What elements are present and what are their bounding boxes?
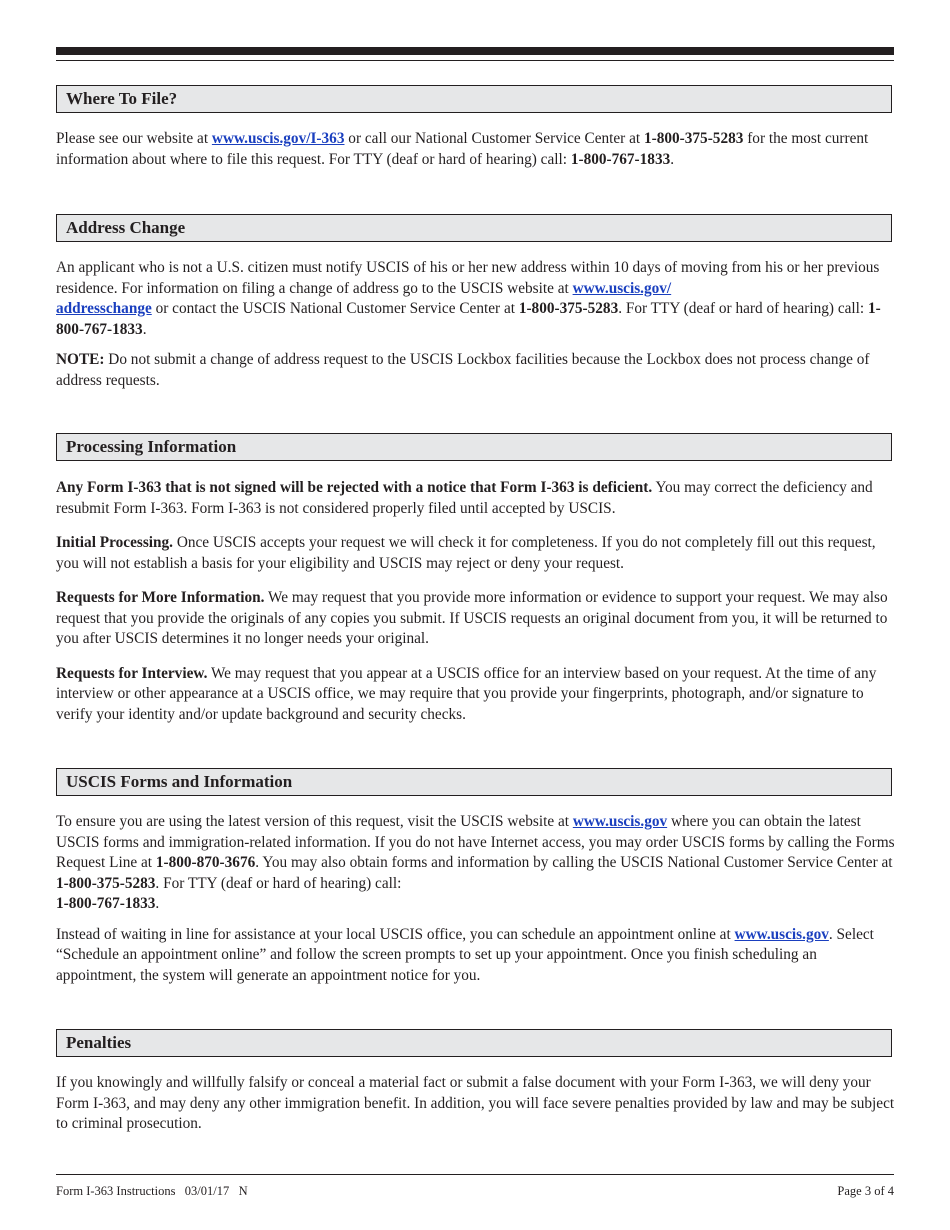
- text: .: [155, 895, 160, 912]
- section-title: Address Change: [66, 218, 186, 237]
- where-to-file-body: [56, 129, 896, 170]
- text: You may correct the deficiency and resubmit Form I-363. Form I-363 is not considered properly filed until accepted by USCIS.: [56, 479, 873, 517]
- section-title: Processing Information: [66, 437, 237, 456]
- footer-rule: [56, 1174, 894, 1175]
- text: An applicant who is not a U.S. citizen must notify USCIS of his or her new address within 10 days of moving from his or her previous residence. For information on filing a change of address go to the USCIS website at: [56, 259, 880, 297]
- section-title: Where To File?: [66, 89, 178, 108]
- text: for the most current information about where to file this request. For TTY (deaf or hard of hearing) call:: [56, 130, 869, 168]
- form-identifier: Form I-363 Instructions 03/01/17 N: [56, 1184, 248, 1198]
- phone-number: 1-800-375-5283: [518, 300, 619, 317]
- penalties-paragraph: If you knowingly and willfully falsify or conceal a material fact or submit a false document with your Form I-363, we will deny your Form I-363, and may deny any other immigration benefit. In addition, you will face severe penalties provided by law and may be subject to criminal prosecution.: [56, 1074, 895, 1132]
- header-thin-rule: [56, 60, 894, 61]
- text: Once USCIS accepts your request we will check it for completeness. If you do not completely fill out this request, you will not establish a basis for your eligibility and USCIS may reject or deny your request.: [56, 534, 876, 572]
- requests-interview-paragraph: [56, 664, 896, 726]
- address-change-note: [56, 350, 896, 391]
- text: Instead of waiting in line for assistance at your local USCIS office, you can schedule an appointment online at: [56, 925, 735, 943]
- text: To ensure you are using the latest version of this request, visit the USCIS website at: [56, 813, 573, 830]
- text: We may request that you appear at a USCIS office for an interview based on your request. At the time of any interview or other appearance at a USCIS office, we may require that you provide your fingerprints, photograph, and/or signature to verify your identity and/or update background and security checks.: [56, 664, 877, 723]
- uscis-appointment-link[interactable]: www.uscis.gov: [734, 925, 829, 943]
- tty-phone-number: 1-800-767-1833: [570, 150, 671, 168]
- section-title: USCIS Forms and Information: [66, 772, 293, 791]
- section-header-penalties: [56, 1029, 892, 1057]
- where-to-file-paragraph: [56, 129, 896, 170]
- text: Do not submit a change of address request to the USCIS Lockbox facilities because the Lockbox does not process change of address requests.: [56, 351, 870, 389]
- header-thick-rule: [56, 47, 894, 55]
- penalties-body: [56, 1073, 896, 1135]
- address-change-body: [56, 258, 896, 391]
- address-change-paragraph: [56, 258, 896, 340]
- bold-lead: Requests for Interview.: [56, 664, 208, 682]
- schedule-appointment-paragraph: [56, 925, 896, 987]
- initial-processing-paragraph: [56, 533, 896, 574]
- unsigned-form-paragraph: [56, 478, 896, 519]
- bold-lead: Requests for More Information.: [56, 589, 265, 606]
- text: .: [142, 320, 147, 338]
- bold-lead: Initial Processing.: [56, 534, 173, 551]
- section-header-where-to-file: [56, 85, 892, 113]
- text: or contact the USCIS National Customer Service Center at: [151, 300, 519, 317]
- phone-number: 1-800-375-5283: [643, 130, 744, 147]
- bold-lead: Any Form I-363 that is not signed will be rejected with a notice that Form I-363 is deficient.: [56, 479, 653, 496]
- section-header-processing-information: [56, 433, 892, 461]
- text: .: [670, 150, 675, 168]
- link-part: www.uscis.gov/: [572, 279, 672, 297]
- requests-more-info-paragraph: [56, 588, 896, 650]
- text: where you can obtain the latest USCIS forms and immigration-related information. If you do not have Internet access, you may order USCIS forms by calling the Forms Request Line at: [56, 813, 895, 871]
- text: . For TTY (deaf or hard of hearing) call:: [155, 874, 402, 892]
- page-number: Page 3 of 4: [837, 1184, 894, 1198]
- text: . For TTY (deaf or hard of hearing) call:: [618, 300, 868, 317]
- note-label: NOTE:: [56, 351, 105, 368]
- processing-information-body: [56, 478, 896, 725]
- uscis-website-link[interactable]: www.uscis.gov: [572, 813, 668, 830]
- text: . You may also obtain forms and information by calling the USCIS National Customer Service Center at: [255, 854, 893, 871]
- text: . Select “Schedule an appointment online” and follow the screen prompts to set up your appointment. Once you finish scheduling an appointment, the system will generate an appointment notice for you.: [56, 925, 874, 984]
- uscis-forms-paragraph: [56, 812, 896, 915]
- forms-request-phone: 1-800-870-3676: [155, 854, 256, 871]
- text: or call our National Customer Service Center at: [344, 130, 644, 147]
- tty-phone-number: 1-800-767-1833: [56, 895, 156, 912]
- text: We may request that you provide more information or evidence to support your request. We may also request that you provide the originals of any copies you submit. If USCIS requests an original document from you, it will be returned to you after USCIS determines it no longer needs your original.: [56, 589, 888, 647]
- phone-number: 1-800-375-5283: [56, 874, 156, 892]
- section-header-address-change: [56, 214, 892, 242]
- uscis-forms-body: [56, 812, 896, 986]
- link-part: addresschange: [56, 300, 152, 317]
- uscis-i363-link[interactable]: www.uscis.gov/I-363: [211, 130, 345, 147]
- tty-phone-number: 1-800-767-1833: [56, 300, 881, 338]
- section-header-uscis-forms: [56, 768, 892, 796]
- text: Please see our website at: [56, 130, 212, 147]
- section-title: Penalties: [66, 1033, 132, 1052]
